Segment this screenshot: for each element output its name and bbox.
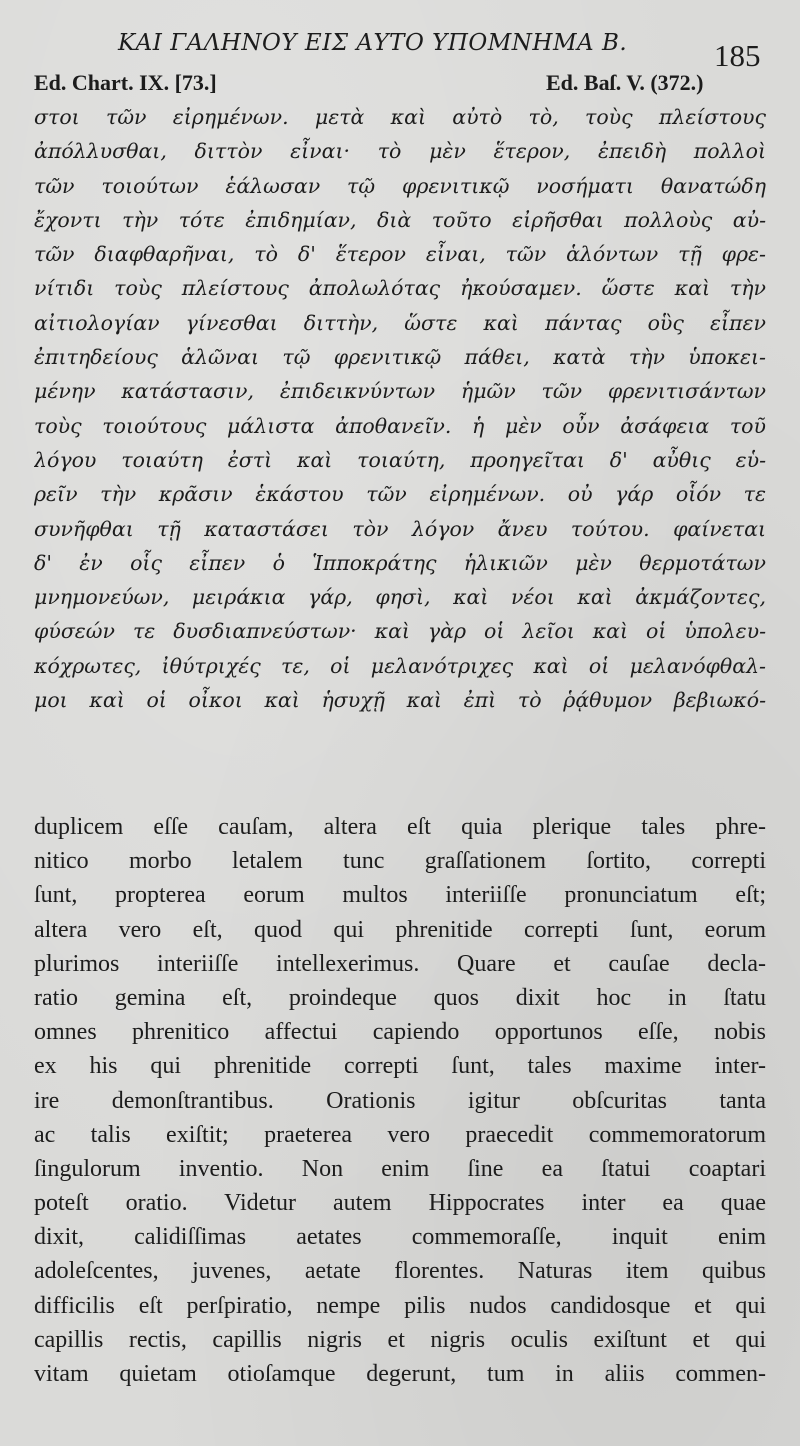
greek-line: στοι τῶν εἰρημένων. μετὰ καὶ αὐτὸ τὸ, τοὺς πλείστους xyxy=(34,105,766,129)
latin-line: ſingulorum inventio. Non enim ſine ea ſtatui coaptari xyxy=(34,1155,766,1182)
latin-line: difficilis eſt perſpiratio, nempe pilis nudos candidosque et qui xyxy=(34,1292,766,1319)
greek-text-block xyxy=(34,100,766,717)
latin-line: ire demonſtrantibus. Orationis igitur obſcuritas tanta xyxy=(34,1087,766,1114)
page-number: 185 xyxy=(714,38,761,73)
greek-line: τῶν τοιούτων ἑάλωσαν τῷ φρενιτικῷ νοσήματι θανατώδη xyxy=(34,173,766,198)
latin-line: altera vero eſt, quod qui phrenitide correpti ſunt, eorum xyxy=(34,916,766,943)
latin-line: omnes phrenitico affectui capiendo opportunos eſſe, nobis xyxy=(34,1019,766,1046)
latin-line: dixit, calidiſſimas aetates commemoraſſe, inquit enim xyxy=(34,1224,766,1251)
greek-line: μνημονεύων, μειράκια γάρ, φησὶ, καὶ νέοι καὶ ἀκμάζοντες, xyxy=(34,585,766,610)
greek-line: νίτιδι τοὺς πλείστους ἀπολωλότας ἠκούσαμεν. ὥστε καὶ τὴν xyxy=(34,276,766,301)
greek-line: ρεῖν τὴν κρᾶσιν ἑκάστου τῶν εἰρημένων. οὐ γάρ οἷόν τε xyxy=(34,482,766,507)
latin-line: capillis rectis, capillis nigris et nigris oculis exiſtunt et qui xyxy=(34,1326,766,1353)
greek-line: ἀπόλλυσθαι, διττὸν εἶναι· τὸ μὲν ἕτερον, ἐπειδὴ πολλοὶ xyxy=(34,139,766,164)
latin-text-block xyxy=(34,810,766,1391)
greek-line: τῶν διαφθαρῆναι, τὸ δ' ἕτερον εἶναι, τῶν ἁλόντων τῇ φρε- xyxy=(34,242,766,267)
latin-line: vitam quietam otioſamque degerunt, tum in aliis commen- xyxy=(34,1361,766,1387)
edition-reference-basel: Ed. Baſ. V. (372.) xyxy=(546,70,704,95)
latin-line: ac talis exiſtit; praeterea vero praecedit commemoratorum xyxy=(34,1121,766,1148)
greek-line: αἰτιολογίαν γίνεσθαι διττὴν, ὥστε καὶ πάντας οὓς εἶπεν xyxy=(34,310,766,335)
latin-line: duplicem eſſe cauſam, altera eſt quia plerique tales phre- xyxy=(34,814,766,840)
greek-line: ἔχοντι τὴν τότε ἐπιδημίαν, διὰ τοῦτο εἰρῆσθαι πολλοὺς αὐ- xyxy=(34,207,766,232)
latin-line: plurimos interiiſſe intellexerimus. Quare et cauſae decla- xyxy=(34,950,766,977)
greek-line: κόχρωτες, ἰθύτριχές τε, οἱ μελανότριχες καὶ οἱ μελανόφθαλ- xyxy=(34,653,766,678)
greek-line: μοι καὶ οἱ οἶκοι καὶ ἡσυχῇ καὶ ἐπὶ τὸ ῥᾴθυμον βεβιωκό- xyxy=(34,688,766,713)
bleed-through-shadow xyxy=(40,780,780,808)
running-head: ΚΑΙ ΓΑΛΗΝΟΥ ΕΙΣ ΑΥΤΟ ΥΠΟΜΝΗΜΑ Β. xyxy=(118,30,628,56)
greek-line: λόγου τοιαύτη ἐστὶ καὶ τοιαύτη, προηγεῖται δ' αὖθις εὑ- xyxy=(34,447,766,472)
greek-line: μένην κατάστασιν, ἐπιδεικνύντων ἡμῶν τῶν φρενιτισάντων xyxy=(34,379,766,404)
greek-line: φύσεών τε δυσδιαπνεύστων· καὶ γὰρ οἱ λεῖοι καὶ οἱ ὑπολευ- xyxy=(34,619,766,644)
latin-line: nitico morbo letalem tunc graſſationem ſortito, correpti xyxy=(34,848,766,875)
greek-line: δ' ἐν οἷς εἶπεν ὁ Ἱπποκράτης ἡλικιῶν μὲν θερμοτάτων xyxy=(34,550,766,575)
greek-line: συνῆφθαι τῇ καταστάσει τὸν λόγον ἄνευ τούτου. φαίνεται xyxy=(34,516,766,541)
latin-line: poteſt oratio. Videtur autem Hippocrates inter ea quae xyxy=(34,1190,766,1217)
greek-line: τοὺς τοιούτους μάλιστα ἀποθανεῖν. ἡ μὲν οὖν ἀσάφεια τοῦ xyxy=(34,413,766,438)
latin-line: ex his qui phrenitide correpti ſunt, tales maxime inter- xyxy=(34,1053,766,1080)
latin-line: ſunt, propterea eorum multos interiiſſe pronunciatum eſt; xyxy=(34,882,766,909)
latin-line: ratio gemina eſt, proindeque quos dixit hoc in ſtatu xyxy=(34,984,766,1011)
latin-line: adoleſcentes, juvenes, aetate florentes. Naturas item quibus xyxy=(34,1258,766,1285)
greek-line: ἐπιτηδείους ἁλῶναι τῷ φρενιτικῷ πάθει, κατὰ τὴν ὑποκει- xyxy=(34,345,766,370)
edition-reference-chart: Ed. Chart. IX. [73.] xyxy=(34,70,217,95)
